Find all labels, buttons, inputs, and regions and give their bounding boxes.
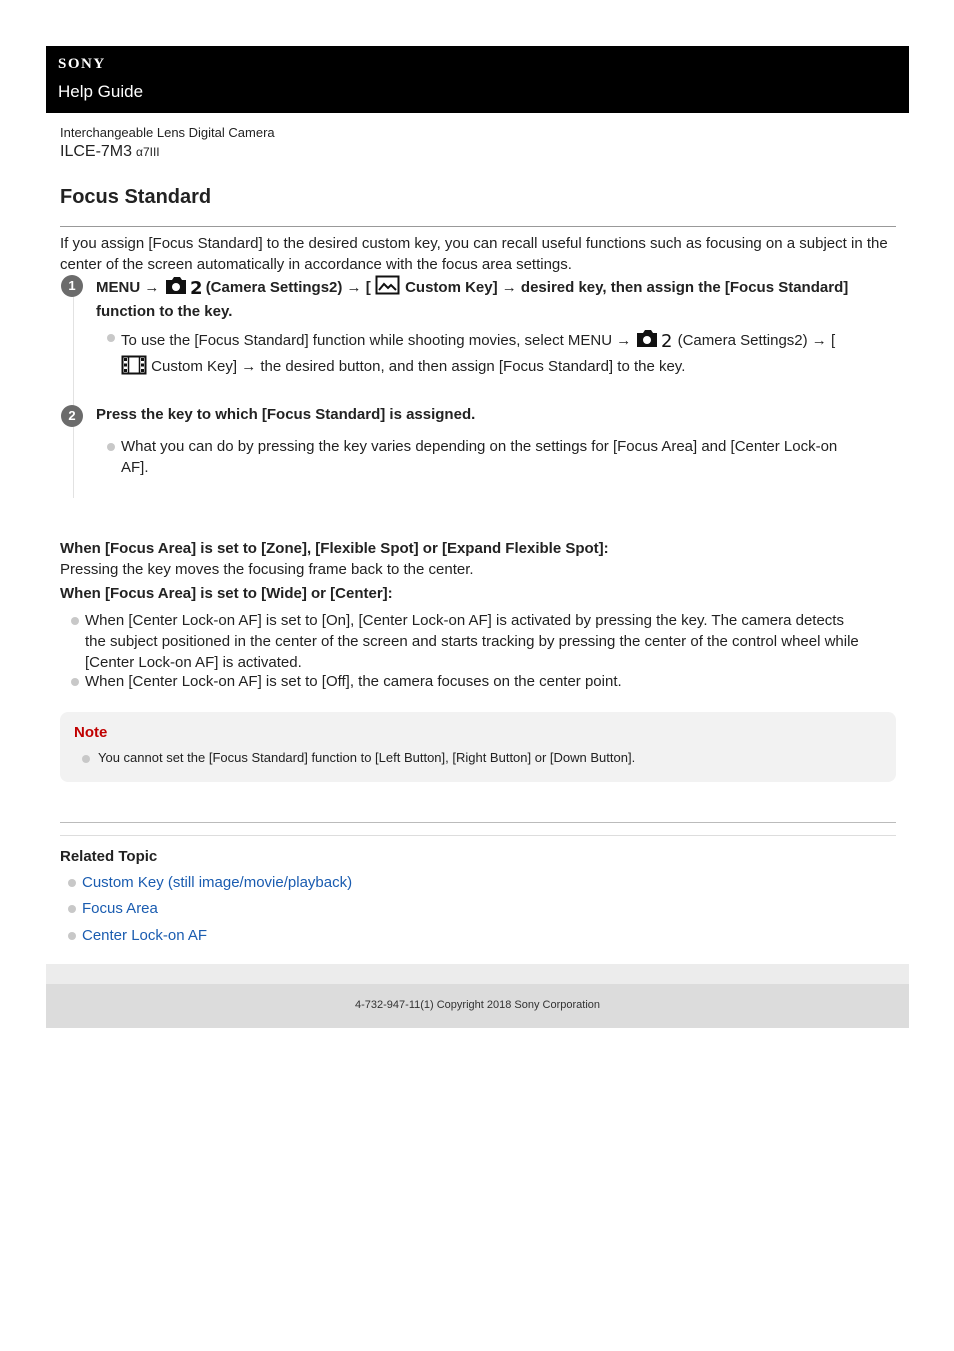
- bullet-icon: [68, 879, 76, 887]
- section-wide-heading: When [Focus Area] is set to [Wide] or [Center]:: [60, 585, 393, 602]
- related-divider-2: [60, 835, 896, 836]
- related-link-custom-key[interactable]: Custom Key (still image/movie/playback): [82, 874, 353, 891]
- section-zone-text: Pressing the key moves the focusing frame back to the center.: [60, 561, 474, 578]
- step-1-custom-key: Custom Key] → desired key, then assign the [Focus Standard]: [405, 279, 849, 296]
- site-header: [46, 46, 909, 113]
- bullet-icon: [107, 334, 115, 342]
- related-link-focus-area[interactable]: Focus Area: [82, 900, 158, 917]
- title-divider: [60, 226, 896, 227]
- step-1-tip: [107, 327, 897, 375]
- step-2-tip-line2: AF].: [121, 459, 149, 476]
- intro-text: If you assign [Focus Standard] to the desired custom key, you can recall useful functions such as focusing on a subject in the center of the screen automatically in accordance with the focus area settings.: [60, 235, 888, 273]
- step-1-tip-line2: Custom Key] → the desired button, and then assign [Focus Standard] to the key.: [151, 358, 686, 375]
- copyright-text: 4-732-947-11(1) Copyright 2018 Sony Corporation: [355, 999, 600, 1011]
- related-topic-title: Related Topic: [60, 848, 158, 865]
- note-box: [60, 712, 896, 782]
- step-number-1: 1: [61, 275, 83, 297]
- note-item: [82, 749, 882, 769]
- section-wide-bullet-on: [71, 610, 897, 674]
- camera-settings2-icon: [635, 327, 673, 355]
- model-name: ILCE-7M3: [60, 143, 133, 160]
- svg-text:2: 2: [189, 278, 202, 296]
- step-1-tip-a: To use the [Focus Standard] function while shooting movies, select MENU →: [121, 332, 632, 349]
- note-title: Note: [74, 724, 108, 741]
- bullet-icon: [71, 617, 79, 625]
- footer-top-band: [46, 964, 909, 984]
- step-connector: [73, 290, 74, 498]
- model-sub: α7III: [136, 145, 160, 159]
- note-item-text: You cannot set the [Focus Standard] function to [Left Button], [Right Button] or [Down Button].: [98, 750, 636, 765]
- bullet-icon: [71, 678, 79, 686]
- section-wide-bullet-off: [71, 671, 897, 693]
- bullet-icon: [68, 932, 76, 940]
- related-link-item: [68, 898, 468, 920]
- product-type: Interchangeable Lens Digital Camera: [60, 125, 275, 140]
- step-2-tip-line1: What you can do by pressing the key varies depending on the settings for [Focus Area] and [Center Lock-on: [121, 438, 838, 455]
- step-number-2: 2: [61, 405, 83, 427]
- product-model: [60, 143, 160, 161]
- bullet-icon: [107, 443, 115, 451]
- related-divider-1: [60, 822, 896, 823]
- step-1-menu: MENU →: [96, 279, 160, 296]
- related-link-center-lock-on[interactable]: Center Lock-on AF: [82, 927, 208, 944]
- bullet-on-line3: [Center Lock-on AF] is activated.: [85, 654, 302, 671]
- related-link-item: [68, 872, 468, 894]
- section-zone-heading: When [Focus Area] is set to [Zone], [Flexible Spot] or [Expand Flexible Spot]:: [60, 540, 609, 557]
- custom-key-photo-icon: [375, 274, 401, 302]
- bullet-off-text: When [Center Lock-on AF] is set to [Off], the camera focuses on the center point.: [85, 673, 622, 690]
- bullet-on-line1: When [Center Lock-on AF] is set to [On], [Center Lock-on AF] is activated by pressing the key. The camera detects: [85, 612, 844, 629]
- movie-icon: [121, 355, 147, 381]
- page-title: Focus Standard: [60, 186, 212, 208]
- footer: [46, 984, 909, 1028]
- step-2-tip: [107, 436, 897, 480]
- step-2-text: Press the key to which [Focus Standard] is assigned.: [96, 406, 476, 423]
- help-guide-title[interactable]: Help Guide: [58, 82, 144, 101]
- step-1-tip-b: (Camera Settings2) → [: [677, 332, 836, 349]
- bullet-on-line2: the subject positioned in the center of the screen and starts tracking by pressing the center of the control wheel while: [85, 633, 859, 650]
- camera-settings2-icon: [164, 274, 202, 302]
- step-1-settings: (Camera Settings2) → [: [205, 279, 371, 296]
- step-1-text: [96, 274, 896, 322]
- sony-logo[interactable]: SONY: [58, 56, 106, 72]
- bullet-icon: [68, 905, 76, 913]
- related-link-item: [68, 925, 468, 947]
- bullet-icon: [82, 755, 90, 763]
- step-1-text-line2: function to the key.: [96, 303, 233, 320]
- svg-text:2: 2: [661, 331, 673, 349]
